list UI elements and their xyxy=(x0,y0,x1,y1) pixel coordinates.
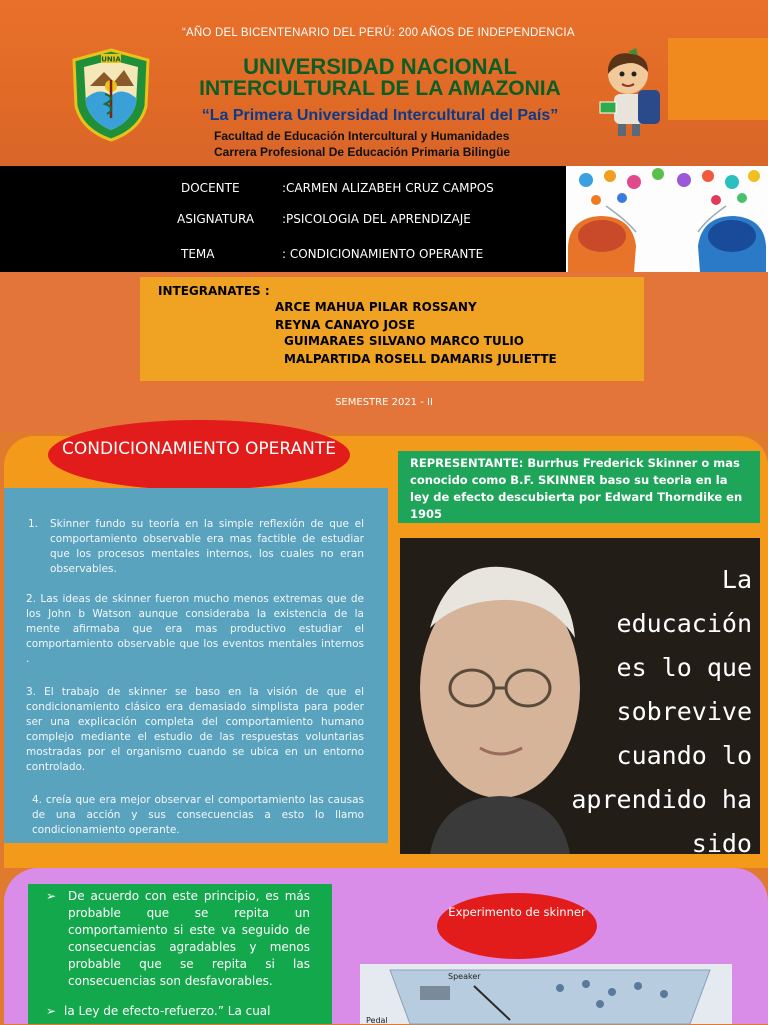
university-line2: INTERCULTURAL DE LA AMAZONIA xyxy=(199,77,561,100)
quote-line: educación xyxy=(616,609,752,638)
skinner-box-image xyxy=(360,964,732,1024)
member-4: MALPARTIDA ROSELL DAMARIS JULIETTE xyxy=(284,352,557,366)
arrow-bullet-icon: ➢ xyxy=(46,1004,57,1018)
skinner-quote xyxy=(562,558,752,910)
representative-text: REPRESENTANTE: Burrhus Frederick Skinner o mas conocido como B.F. SKINNER baso su teoria en la ley de efecto descubierta por Edward Thorndike en 1905 xyxy=(410,456,743,521)
docente-value: :CARMEN ALIZABEH CRUZ CAMPOS xyxy=(282,181,494,195)
career-name: Carrera Profesional De Educación Primaria Bilingüe xyxy=(214,145,511,159)
brains-illustration xyxy=(566,166,768,272)
university-line1: UNIVERSIDAD NACIONAL xyxy=(243,54,517,79)
skinner-photo xyxy=(400,538,760,858)
principle-box xyxy=(28,884,332,1024)
logo-text: UNIA xyxy=(101,55,121,64)
pedal-label: Pedal xyxy=(366,1016,388,1025)
principle-text: De acuerdo con este principio, es más probable que se repita un comportamiento si este va seguido de consecuencias agradables y menos probable que se repita si las consecuencias son desfavorables. xyxy=(68,889,310,988)
docente-label: DOCENTE xyxy=(181,181,240,195)
quote-line: La xyxy=(721,565,752,594)
decorative-orange-box xyxy=(668,38,768,120)
motto: “AÑO DEL BICENTENARIO DEL PERÚ: 200 AÑOS DE INDEPENDENCIA xyxy=(182,27,575,39)
section1-title: CONDICIONAMIENTO OPERANTE xyxy=(62,439,336,459)
experiment-ellipse xyxy=(437,893,597,959)
quote-line: sido xyxy=(691,829,752,858)
faculty-name: Facultad de Educación Intercultural y Humanidades xyxy=(214,129,510,143)
points-box xyxy=(4,488,388,843)
point-4: 4. creía que era mejor observar el comportamiento las causas de una acción y sus consecuencias a esto lo llamo condicionamiento operante. xyxy=(32,794,364,836)
point-2: 2. Las ideas de skinner fueron mucho menos extremas que de los John b Watson aunque consideraba la existencia de la mente afirmaba que era mas productivo estudiar el comportamiento observable que los eventos mentales internos . xyxy=(26,593,364,665)
quote-line: aprendido ha xyxy=(571,785,752,814)
speaker-label: Speaker xyxy=(448,972,481,981)
quote-line: es lo que xyxy=(616,653,752,682)
representative-box xyxy=(398,451,760,523)
point-1-number: 1. xyxy=(28,518,39,530)
experiment-title: Experimento de skinner xyxy=(448,905,586,919)
point-3: 3. El trabajo de skinner se baso en la visión de que el condicionamiento clásico era demasiado simplista para poder ser una explicación completa del comportamiento humano complejo mediante el estudio de las respuestas voluntarias mostradas por el organismo cuando se ubica en un entorno controlado. xyxy=(26,686,364,773)
university-logo xyxy=(70,46,152,142)
tema-label: TEMA xyxy=(181,247,215,261)
student-illustration xyxy=(598,46,668,138)
member-3: GUIMARAES SILVANO MARCO TULIO xyxy=(284,334,525,348)
arrow-bullet-icon: ➢ xyxy=(46,889,57,903)
point-1: Skinner fundo su teoría en la simple reflexión de que el comportamiento observable era mas factible de estudiar que los procesos mentales internos, los cuales no eran observables. xyxy=(50,518,364,575)
law-text: la Ley de efecto-refuerzo.” La cual xyxy=(64,1004,271,1018)
member-2: REYNA CANAYO JOSE xyxy=(275,318,416,332)
tema-value: : CONDICIONAMIENTO OPERANTE xyxy=(282,247,484,261)
asignatura-label: ASIGNATURA xyxy=(177,212,255,226)
members-label: INTEGRANATES : xyxy=(158,284,270,298)
university-name xyxy=(170,56,590,100)
semester: SEMESTRE 2021 - II xyxy=(335,397,433,408)
quote-line: sobrevive xyxy=(616,697,752,726)
university-slogan: “La Primera Universidad Intercultural del País” xyxy=(201,107,559,124)
member-1: ARCE MAHUA PILAR ROSSANY xyxy=(275,300,477,314)
quote-line: cuando lo xyxy=(616,741,752,770)
asignatura-value: :PSICOLOGIA DEL APRENDIZAJE xyxy=(282,212,471,226)
faculty-block xyxy=(214,128,510,160)
